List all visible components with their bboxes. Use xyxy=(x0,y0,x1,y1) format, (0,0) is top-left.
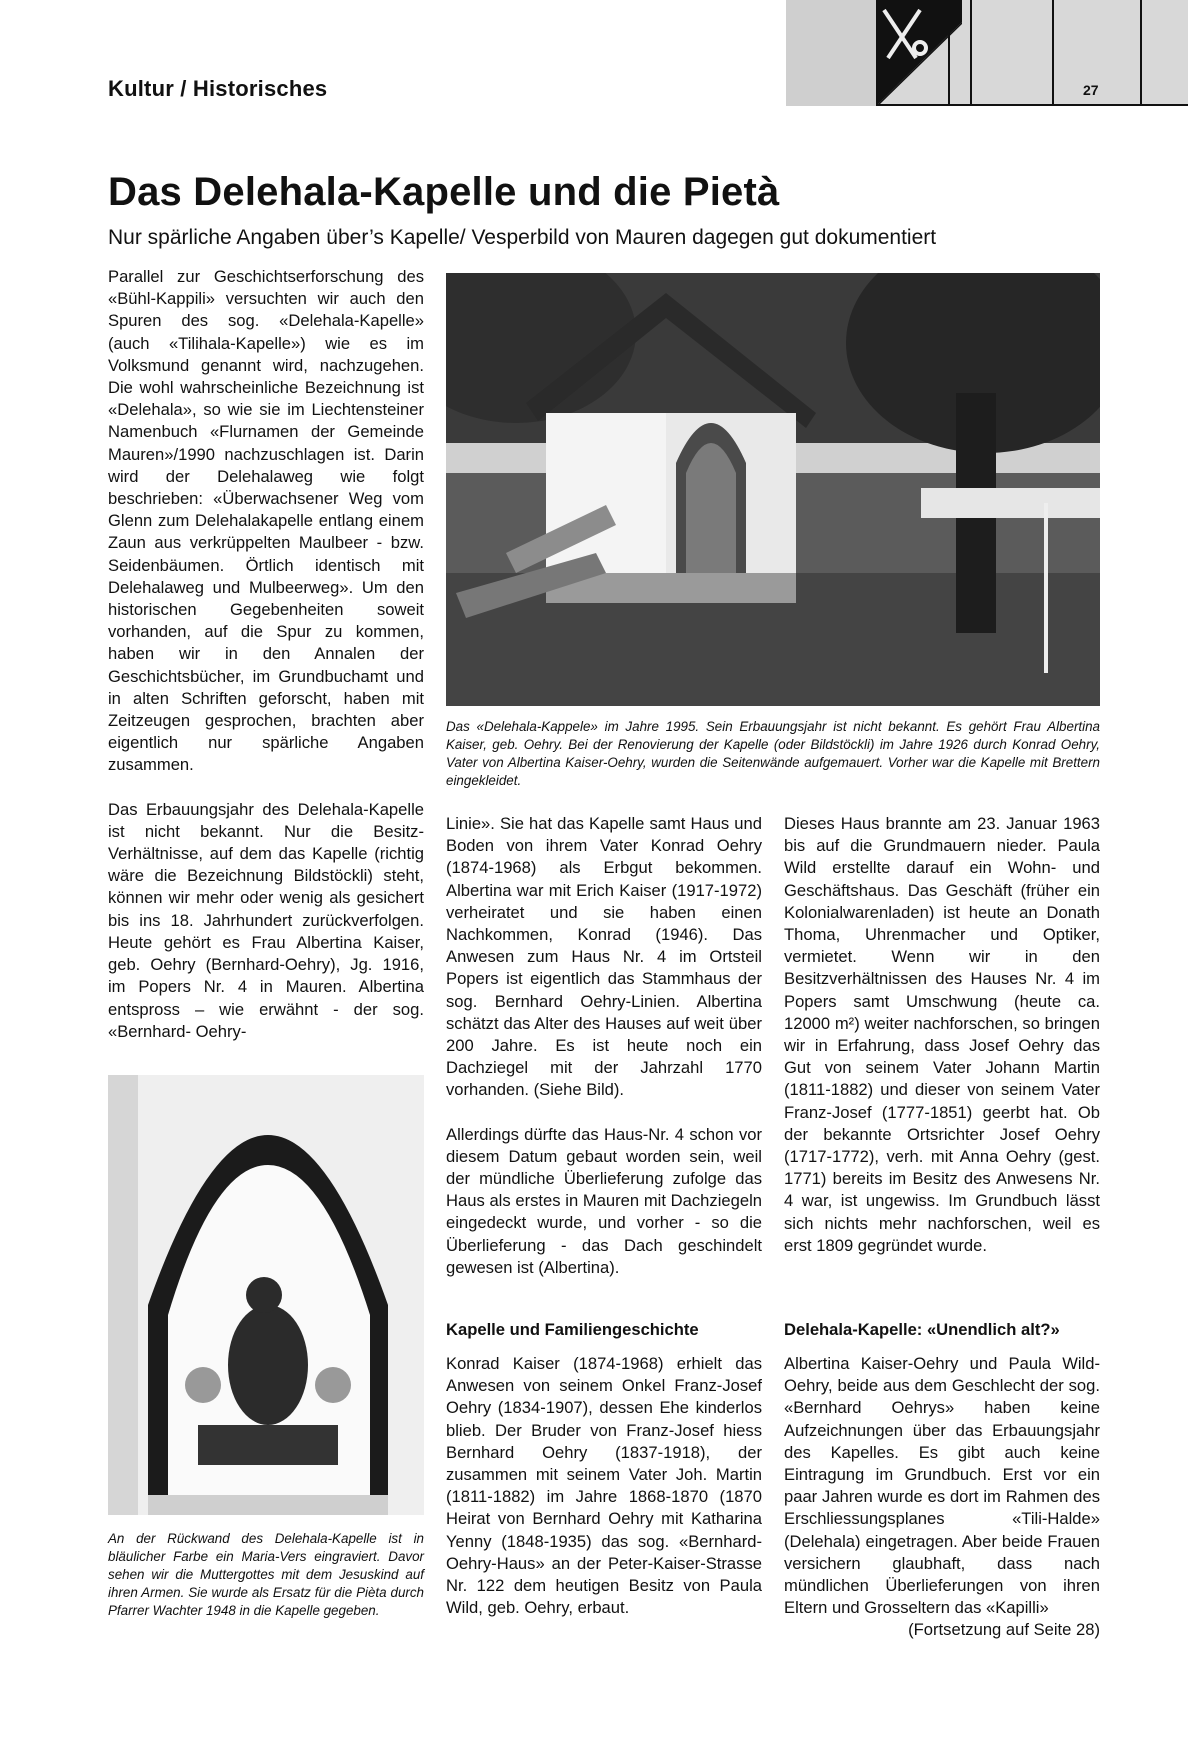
age-paragraph: Albertina Kaiser-Oehry und Paula Wild-Oehry, beide aus dem Geschlecht der sog. «Bernhard Oehrys» haben keine Aufzeichnungen über das Erbauungsjahr des Kapelles. Es gibt auch keine Eintragung im Grundbuch. Erst vor ein paar Jahren wurde es dort im Rahmen des Erschliessungsplanes «Tili-Halde» (Delehala) eingetragen. Aber beide Frauen versichern glaubhaft, dass nach mündlichen Überlieferungen von ihren Eltern und Grosseltern das «Kapilli» xyxy=(784,1354,1100,1618)
chapel-photo xyxy=(446,273,1100,706)
col2-paragraph-2: Allerdings dürfte das Haus-Nr. 4 schon vor diesem Datum gebaut worden sein, weil der mündliche Überlieferung zufolge das Haus als erstes in Mauren mit Dachziegeln eingedeckt wurde, und vorher - so die Überlieferung - das Dach geschindelt gewesen ist (Albertina). xyxy=(446,1124,762,1277)
family-history-text xyxy=(446,1353,762,1619)
col2-paragraph-1: Linie». Sie hat das Kapelle samt Haus und Boden von ihrem Vater Konrad Oehry (1874-1968) als Erbgut bekommen. Albertina war mit Erich Kaiser (1917-1972) verheiratet und sie haben einen Nachkommen, Konrad (1946). Das Anwesen zum Haus Nr. 4 im Ortsteil Popers ist eigentlich das Stammhaus der sog. Bernhard Oehry-Linien. Albertina schätzt das Alter des Hauses auf weit über 200 Jahre. Es ist heute noch ein Dachziegel mit der Jahrzahl 1770 vorhanden. (Siehe Bild). xyxy=(446,814,762,1100)
col1-paragraph-2: Das Erbauungsjahr des Delehala-Kapelle ist nicht bekannt. Nur die Besitz-Verhältnisse, auf dem das Kapelle (richtig wäre die Bezeichnung Bildstöckli) steht, können wir mehr oder wenig als gesichert bis ins 18. Jahrhundert zurückverfolgen. Heute gehört es Frau Albertina Kaiser, geb. Oehry (Bernhard-Oehry), Jg. 1916, im Popers Nr. 4 in Mauren. Albertina entspross – wie erwähnt - der sog. «Bernhard- Oehry- xyxy=(108,799,424,1041)
intro-column xyxy=(108,266,424,1043)
heading-family-history: Kapelle und Familiengeschichte xyxy=(446,1320,699,1339)
crossed-keys-icon xyxy=(786,0,962,106)
family-history-paragraph: Konrad Kaiser (1874-1968) erhielt das Anwesen von seinem Onkel Franz-Josef Oehry (1834-1907), dessen Ehe kinderlos blieb. Der Bruder von Franz-Josef hiess Bernhard Oehry (1837-1918), der zusammen mit seinem Vater Joh. Martin (1811-1882) im Jahre 1868-1870 (1870 Heirat von Bernhard Oehry mit Katharina Yenny (1848-1935) das sog. «Bernhard-Oehry-Haus» an der Peter-Kaiser-Strasse Nr. 122 dem heutigen Besitz von Paula Wild, geb. Oehry, erbaut. xyxy=(446,1354,762,1618)
chapel-photo-caption: Das «Delehala-Kappele» im Jahre 1995. Sein Erbauungsjahr ist nicht bekannt. Es gehört Frau Albertina Kaiser, geb. Oehry. Bei der Renovierung der Kapelle (oder Bildstöckli) im Jahre 1926 durch Konrad Oehry, Vater von Albertina Kaiser-Oehry, wurden die Seitenwände aufgemauert. Vorher war die Kapelle mit Brettern eingekleidet. xyxy=(446,719,1100,788)
age-text xyxy=(784,1353,1100,1642)
heading-age: Delehala-Kapelle: «Unendlich alt?» xyxy=(784,1320,1060,1339)
col3-paragraph-1: Dieses Haus brannte am 23. Januar 1963 bis auf die Grundmauern nieder. Paula Wild erstellte darauf ein Wohn- und Geschäftshaus. Das Geschäft (früher ein Kolonialwarenladen) ist heute an Donath Thoma, Uhrenmacher und Optiker, vermietet. Wenn wir in den Besitzverhältnissen des Hauses Nr. 4 im Popers samt Umschwung (heute ca. 12000 m²) weiter nachforschen, so bringen wir in Erfahrung, dass Josef Oehry das Gut von seinem Vater Johann Martin (1811-1882) und dieser von seinem Vater Franz-Josef (1777-1851) geerbt hat. Ob der bekannte Ortsrichter Josef Oehry (1717-1772), verh. mit Anna Oehry (gest. 1771) bereits im Besitz des Anwesens Nr. 4 war, ist ungewiss. Im Grundbuch lässt sich nichts mehr nachforschen, weil es erst 1809 gegründet wurde. xyxy=(784,814,1100,1255)
continued-note: (Fortsetzung auf Seite 28) xyxy=(908,1620,1100,1640)
right-column xyxy=(784,813,1100,1257)
middle-column xyxy=(446,813,762,1279)
intro-paragraph: Parallel zur Geschichtserforschung des «Bühl-Kappili» versuchten wir auch den Spuren des sog. «Delehala-Kapelle» (auch «Tilihala-Kapelle») wie es im Volksmund genannt wird, nachzugehen. Die wohl wahrscheinliche Bezeichnung ist «Delehala», so wie sie im Liechtensteiner Namenbuch «Flurnamen der Gemeinde Mauren»/1990 nachzuschlagen ist. Darin wird der Delehalaweg wie folgt beschrieben: «Überwachsener Weg vom Glenn zum Delehalakapelle entlang einem Zaun aus verkrüppelten Maulbeer - bzw. Seidenbäumen. Örtlich identisch mit Delehalaweg und Mulbeerweg». Um den historischen Gegebenheiten soweit vorhanden, auf die Spur zu kommen, haben wir in den Annalen der Geschichtsbücher, im Grundbuchamt und in alten Schriften geforscht, haben mit Zeitzeugen gesprochen, brachten aber eigentlich nur spärliche Angaben zusammen. xyxy=(108,267,424,775)
article-subtitle: Nur spärliche Angaben über’s Kapelle/ Vesperbild von Mauren dagegen gut dokumentiert xyxy=(108,226,937,249)
article-title: Das Delehala-Kapelle und die Pietà xyxy=(108,170,780,214)
pieta-photo-caption: An der Rückwand des Delehala-Kapelle ist in bläulicher Farbe ein Maria-Vers eingraviert. Davor sehen wir die Muttergottes mit dem Jesuskind auf ihren Armen. Sie wurde als Ersatz für die Pièta durch Pfarrer Wachter 1948 in die Kapelle gegeben. xyxy=(108,1531,424,1618)
pieta-photo xyxy=(108,1075,424,1515)
section-label: Kultur / Historisches xyxy=(108,76,328,101)
page-number: 27 xyxy=(1083,82,1099,98)
